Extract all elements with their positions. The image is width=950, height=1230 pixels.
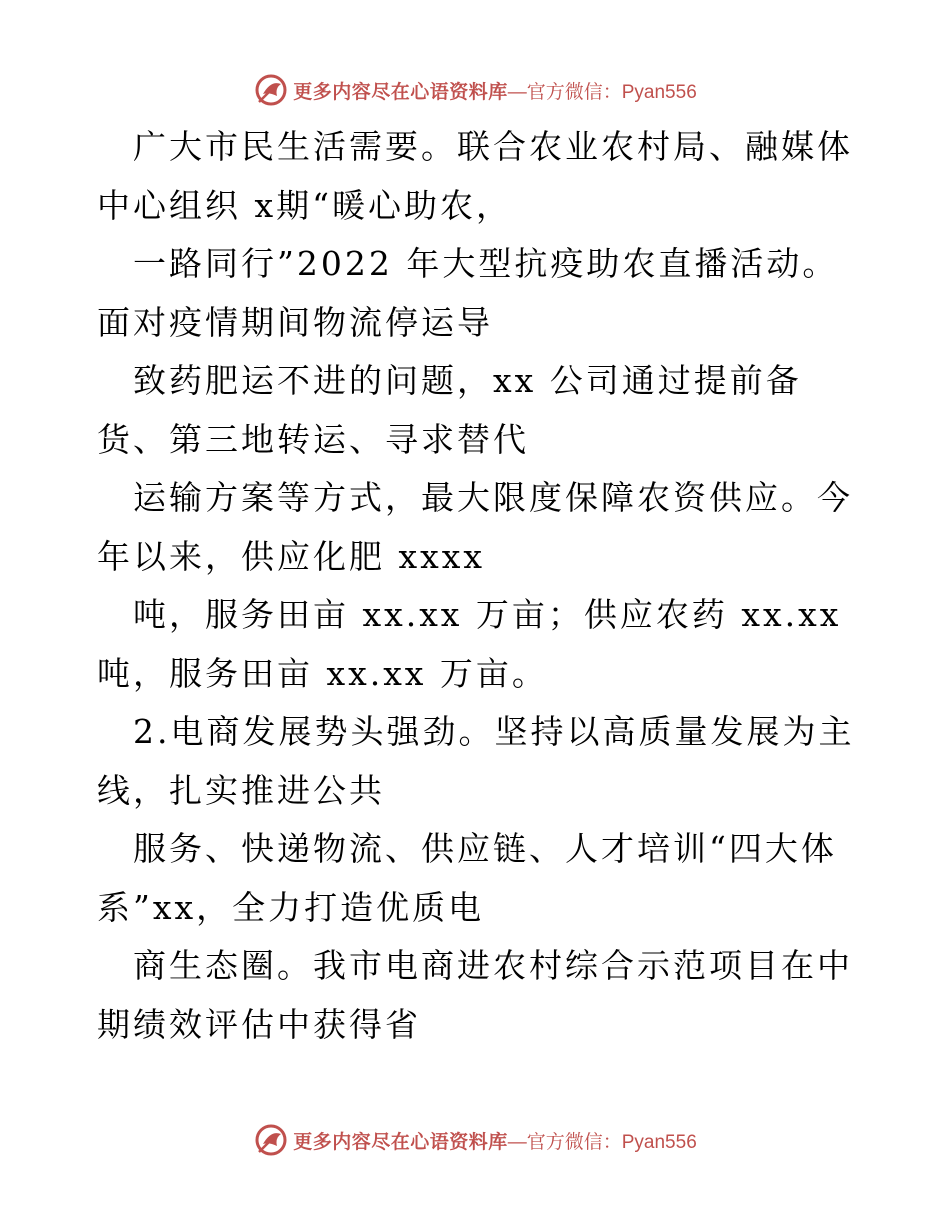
paragraph: 运输方案等方式，最大限度保障农资供应。今年以来，供应化肥 xxxx [97, 478, 853, 576]
paragraph: 致药肥运不进的问题，xx 公司通过提前备货、第三地转运、寻求替代 [97, 361, 802, 459]
paragraph: 服务、快递物流、供应链、人才培训“四大体系”xx，全力打造优质电 [97, 829, 837, 927]
paragraph: 广大市民生活需要。联合农业农村局、融媒体中心组织 x期“暖心助农， [97, 127, 853, 225]
watermark-contact-text: —官方微信：Pyan556 [507, 81, 697, 103]
watermark-contact-text: —官方微信：Pyan556 [507, 1131, 697, 1153]
brand-logo-icon [253, 72, 289, 108]
document-body [97, 118, 857, 1054]
paragraph: 商生态圈。我市电商进农村综合示范项目在中期绩效评估中获得省 [97, 946, 853, 1044]
watermark-brand-text: 更多内容尽在心语资料库 [293, 80, 508, 103]
header-watermark [0, 70, 950, 110]
watermark-brand-text: 更多内容尽在心语资料库 [293, 1130, 508, 1153]
paragraph: 吨，服务田亩 xx.xx 万亩；供应农药 xx.xx 吨，服务田亩 xx.xx 万亩。 [97, 595, 842, 693]
paragraph: 2.电商发展势头强劲。坚持以高质量发展为主线，扎实推进公共 [97, 712, 855, 810]
brand-logo-icon [253, 1122, 289, 1158]
paragraph: 一路同行”2022 年大型抗疫助农直播活动。面对疫情期间物流停运导 [97, 244, 839, 342]
footer-watermark [0, 1120, 950, 1160]
